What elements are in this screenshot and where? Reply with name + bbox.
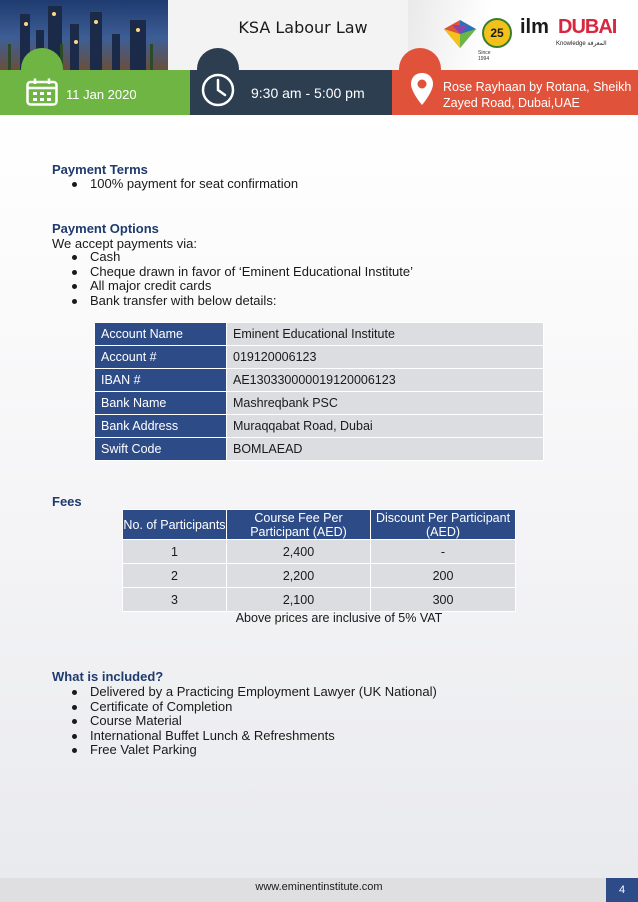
event-date: 11 Jan 2020 — [66, 87, 137, 102]
bullet-icon — [72, 719, 77, 724]
included-heading: What is included? — [52, 669, 164, 684]
list-item: Certificate of Completion — [72, 700, 437, 715]
table-row — [123, 540, 516, 564]
footer-website-link[interactable]: www.eminentinstitute.com — [255, 881, 383, 893]
anniversary-badge: 25 — [482, 18, 512, 48]
payment-options-heading: Payment Options — [52, 221, 159, 236]
bullet-icon — [72, 705, 77, 710]
eminent-gem-logo-icon — [444, 20, 476, 48]
table-cell: 2,100 — [227, 588, 371, 612]
table-cell: 200 — [371, 564, 516, 588]
bank-value: Mashreqbank PSC — [227, 392, 544, 415]
table-row — [95, 346, 544, 369]
table-row — [95, 415, 544, 438]
table-cell: 3 — [123, 588, 227, 612]
list-item: International Buffet Lunch & Refreshments — [72, 729, 437, 744]
bank-value: Muraqqabat Road, Dubai — [227, 415, 544, 438]
bank-details-table — [94, 322, 544, 461]
column-header: Discount Per Participant (AED) — [371, 510, 516, 540]
bank-value: AE130330000019120006123 — [227, 369, 544, 392]
table-row — [95, 392, 544, 415]
payment-terms-list — [72, 177, 298, 192]
table-cell: 2,400 — [227, 540, 371, 564]
column-header: Course Fee Per Participant (AED) — [227, 510, 371, 540]
fees-table — [122, 509, 516, 612]
bank-value: 019120006123 — [227, 346, 544, 369]
list-item: Cheque drawn in favor of ‘Eminent Educational Institute’ — [72, 265, 413, 280]
bank-label: Account Name — [95, 323, 227, 346]
included-list — [72, 685, 437, 758]
bank-value: Eminent Educational Institute — [227, 323, 544, 346]
table-row — [95, 438, 544, 461]
bank-label: Bank Name — [95, 392, 227, 415]
page-number: 4 — [606, 878, 638, 902]
ilm-logo: ilm — [520, 16, 549, 38]
bank-label: Swift Code — [95, 438, 227, 461]
bullet-icon — [72, 255, 77, 260]
dubai-logo: DUBAI — [558, 16, 617, 38]
since-label: Since 1994 — [478, 50, 491, 62]
bullet-icon — [72, 748, 77, 753]
column-header: No. of Participants — [123, 510, 227, 540]
list-item: Cash — [72, 250, 413, 265]
vat-note: Above prices are inclusive of 5% VAT — [235, 611, 443, 625]
table-row — [95, 323, 544, 346]
event-venue: Rose Rayhaan by Rotana, Sheikh Zayed Road, Dubai,UAE — [443, 80, 632, 110]
payment-options-list — [72, 250, 413, 308]
event-time: 9:30 am - 5:00 pm — [251, 85, 365, 101]
table-row — [123, 588, 516, 612]
knowledge-logo-label: Knowledge المعرفة — [556, 41, 607, 47]
table-cell: 2 — [123, 564, 227, 588]
bullet-icon — [72, 299, 77, 304]
list-item: Course Material — [72, 714, 437, 729]
payment-terms-heading: Payment Terms — [52, 162, 148, 177]
bullet-icon — [72, 182, 77, 187]
table-cell: 2,200 — [227, 564, 371, 588]
bank-label: IBAN # — [95, 369, 227, 392]
bullet-icon — [72, 690, 77, 695]
bank-value: BOMLAEAD — [227, 438, 544, 461]
payment-options-intro: We accept payments via: — [52, 236, 197, 251]
location-pin-icon — [410, 72, 434, 106]
fees-heading: Fees — [52, 494, 82, 509]
list-item: Bank transfer with below details: — [72, 294, 413, 309]
calendar-icon — [26, 78, 58, 106]
bank-label: Account # — [95, 346, 227, 369]
bullet-icon — [72, 270, 77, 275]
table-header-row — [123, 510, 516, 540]
table-row — [123, 564, 516, 588]
table-row — [95, 369, 544, 392]
list-item: 100% payment for seat confirmation — [72, 177, 298, 192]
list-item: All major credit cards — [72, 279, 413, 294]
bank-label: Bank Address — [95, 415, 227, 438]
table-cell: 300 — [371, 588, 516, 612]
table-cell: 1 — [123, 540, 227, 564]
table-cell: - — [371, 540, 516, 564]
clock-icon — [200, 72, 236, 108]
document-title: KSA Labour Law — [238, 18, 368, 37]
bullet-icon — [72, 734, 77, 739]
list-item: Free Valet Parking — [72, 743, 437, 758]
list-item: Delivered by a Practicing Employment Lawyer (UK National) — [72, 685, 437, 700]
bullet-icon — [72, 284, 77, 289]
